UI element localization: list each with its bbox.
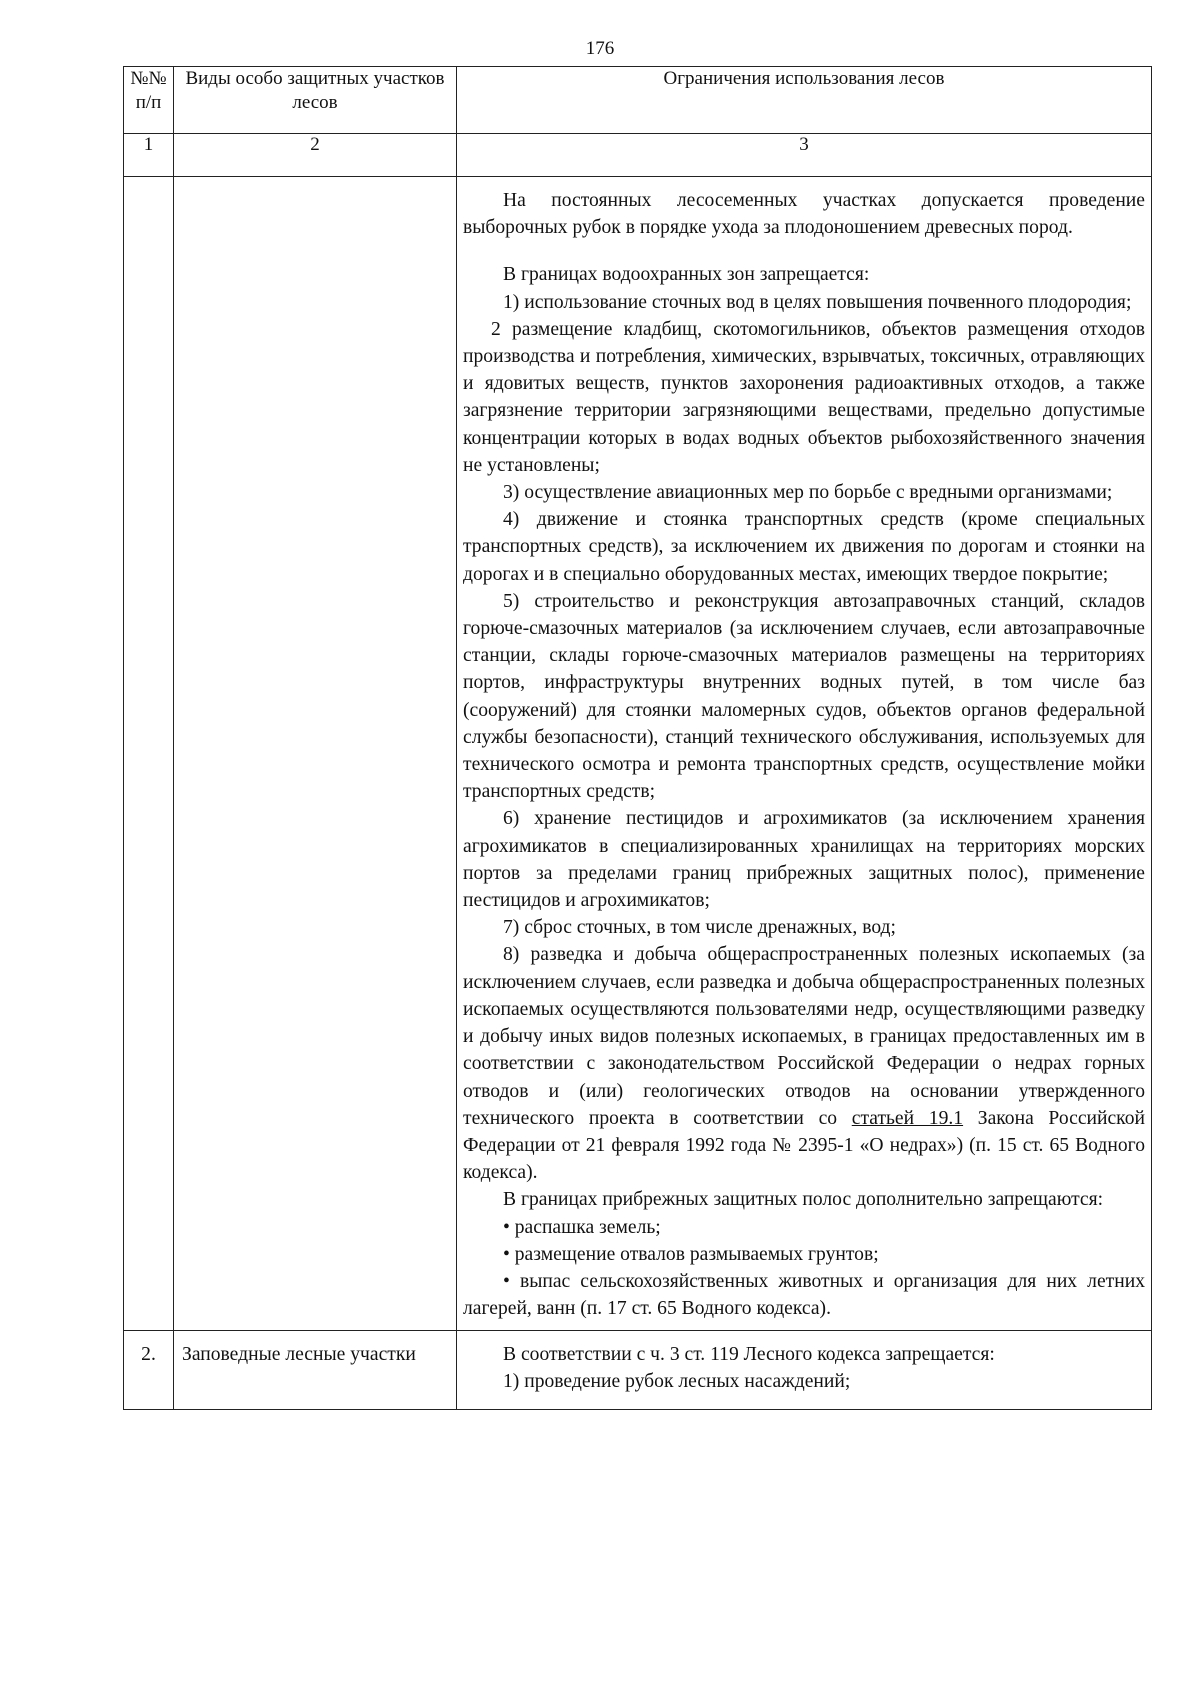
column-number-2: 2 — [174, 134, 457, 177]
column-number-1: 1 — [124, 134, 174, 177]
row2-line: В соответствии с ч. 3 ст. 119 Лесного кодекса запрещается: — [503, 1344, 995, 1366]
row2-number: 2. — [124, 1331, 174, 1410]
column-number-3: 3 — [457, 134, 1152, 177]
row2-line: 1) проведение рубок лесных насаждений; — [503, 1371, 851, 1393]
column-number-row — [124, 134, 1152, 177]
row1-number-cell — [124, 177, 174, 1331]
row1-restrictions-cell — [457, 177, 1152, 1331]
list-item: 3) осуществление авиационных мер по борьбе с вредными организмами; — [503, 482, 1113, 504]
list-item: 4) движение и стоянка транспортных средств (кроме специальных транспортных средств), за исключением их движения по дорогам и стоянки на дорогах и в специально оборудованных местах, имеющих твердое покрытие; — [463, 509, 1145, 585]
restrictions-table — [123, 66, 1152, 1410]
table-header-row — [124, 67, 1152, 134]
seed-plots-paragraph: На постоянных лесосеменных участках допускается проведение выборочных рубок в порядке ухода за плодоношением древесных пород. — [463, 190, 1145, 239]
header-restrictions: Ограничения использования лесов — [457, 67, 1152, 134]
table-row — [124, 1331, 1152, 1410]
row2-restrictions-cell — [457, 1331, 1152, 1410]
list-item-8 — [463, 941, 1145, 1186]
item8-text: 8) разведка и добыча общераспространенных полезных ископаемых (за исключением случаев, если разведка и добыча общераспространенных полезных ископаемых осуществляются пользователями недр, осуществляющими разведку и добычу иных видов полезных ископаемых, в границах предоставленных им в соответствии с законодательством Российской Федерации о недрах горных отводов и (или) геологических отводов на основании утвержденного технического проекта в соответствии со — [463, 944, 1145, 1129]
header-area-types: Виды особо защитных участков лесов — [174, 67, 457, 134]
item8-text-end: Закона Российской Федерации от 21 февраля 1992 года № 2395-1 «О недрах») (п. 15 ст. 65 Водного кодекса). — [463, 1107, 1145, 1184]
header-number: №№ п/п — [124, 67, 174, 134]
bullet-item: • выпас сельскохозяйственных животных и организация для них летних лагерей, ванн (п. 17 ст. 65 Водного кодекса). — [463, 1270, 1145, 1320]
list-item: 7) сброс сточных, в том числе дренажных, вод; — [503, 917, 896, 939]
bullet-item: • размещение отвалов размываемых грунтов; — [503, 1243, 879, 1265]
row1-type-cell — [174, 177, 457, 1331]
list-item: 2 размещение кладбищ, скотомогильников, объектов размещения отходов производства и потребления, химических, взрывчатых, токсичных, отравляющих и ядовитых веществ, пунктов захоронения радиоактивных отходов, а также загрязнение территории загрязняющими веществами, предельно допустимые концентрации которых в водах водных объектов рыбохозяйственного значения не установлены; — [463, 318, 1145, 476]
water-zone-intro: В границах водоохранных зон запрещается: — [503, 264, 870, 286]
list-item: 1) использование сточных вод в целях повышения почвенного плодородия; — [503, 291, 1132, 313]
list-item: 5) строительство и реконструкция автозаправочных станций, складов горюче-смазочных материалов (за исключением случаев, если автозаправочные станции, склады горюче-смазочных материалов размещены на территориях портов, инфраструктуры внутренних водных путей, в том числе баз (сооружений) для стоянки маломерных судов, объектов органов федеральной службы безопасности), станций технического обслуживания, используемых для технического осмотра и ремонта транспортных средств, осуществление мойки транспортных средств; — [463, 590, 1145, 803]
coastal-zone-intro: В границах прибрежных защитных полос дополнительно запрещаются: — [503, 1189, 1104, 1211]
bullet-item: • распашка земель; — [503, 1216, 661, 1238]
table-row — [124, 177, 1152, 1331]
page-number: 176 — [585, 38, 615, 59]
row2-type: Заповедные лесные участки — [174, 1331, 457, 1410]
law-article-link[interactable]: статьей 19.1 — [851, 1107, 964, 1129]
list-item: 6) хранение пестицидов и агрохимикатов (за исключением хранения агрохимикатов в специализированных хранилищах на территориях морских портов за пределами границ прибрежных защитных полос), применение пестицидов и агрохимикатов; — [463, 808, 1145, 912]
